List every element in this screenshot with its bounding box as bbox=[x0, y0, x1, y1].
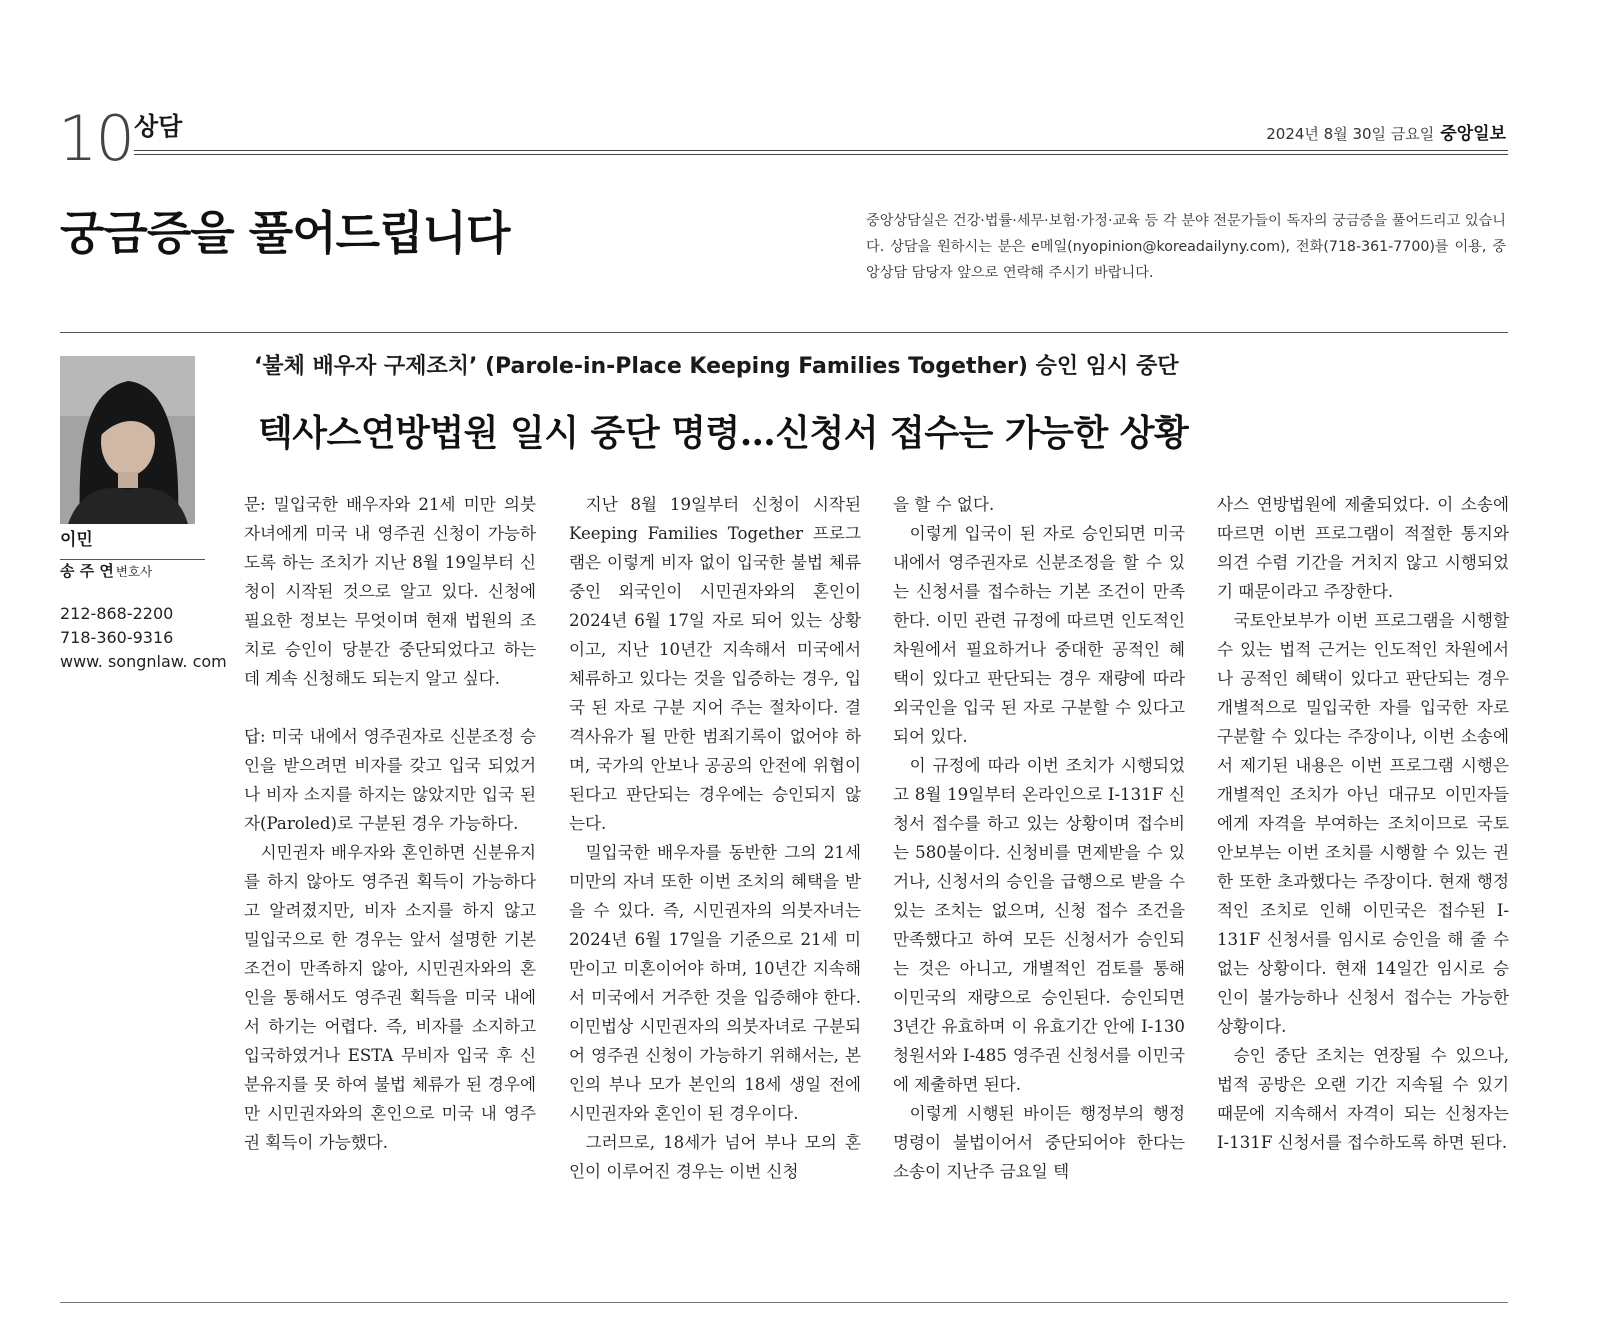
author-photo bbox=[60, 356, 195, 524]
author-title: 변호사 bbox=[115, 564, 153, 579]
author-name bbox=[60, 564, 152, 579]
body-paragraph: 밀입국한 배우자를 동반한 그의 21세 미만의 자녀 또한 이번 조치의 혜택을 받을 수 있다. 즉, 시민권자의 의붓자녀는 2024년 6월 17일을 기준으로 21세 미만이고 미혼이어야 하며, 10년간 지속해서 미국에서 거주한 것을 입증해야 한다. 이민법상 시민권자의 의붓자녀로 구분되어 영주권 신청이 가능하기 위해서는, 본인의 부나 모가 본인의 18세 생일 전에 시민권자와 혼인이 된 경우이다. bbox=[569, 843, 861, 1123]
article-column-1 bbox=[244, 490, 536, 1157]
body-paragraph: 지난 8월 19일부터 신청이 시작된 Keeping Families Together 프로그램은 이렇게 비자 없이 입국한 불법 체류 중인 외국인이 시민권자와의 혼인이 2024년 6월 17일 자로 되어 있는 상황이고, 지난 10년간 지속해서 미국에서 체류하고 있다는 것을 입증하는 경우, 입국 된 자로 구분 지어 주는 절차이다. 결격사유가 될 만한 범죄기록이 없어야 하며, 국가의 안보나 공공의 안전에 위협이 된다고 판단되는 경우에는 승인되지 않는다. bbox=[569, 495, 861, 833]
section-banner-title: 궁금증을 풀어드립니다 bbox=[60, 206, 510, 260]
body-paragraph: 이렇게 입국이 된 자로 승인되면 미국 내에서 영주권자로 신분조정을 할 수 있는 신청서를 접수하는 기본 조건이 만족한다. 이민 관련 규정에 따르면 인도적인 차원에서 필요하거나 중대한 공적인 혜택이 있다고 판단되는 경우 재량에 따라 외국인을 입국 된 자로 구분할 수 있다고 되어 있다. bbox=[893, 524, 1185, 746]
body-paragraph: 이 규정에 따라 이번 조치가 시행되었고 8월 19일부터 온라인으로 I-131F 신청서 접수를 하고 있는 상황이며 접수비는 580불이다. 신청비를 면제받을 수 있거나, 신청서의 승인을 급행으로 받을 수 있는 조치는 없으며, 신청 접수 조건을 만족했다고 하여 모든 신청서가 승인되는 것은 아니고, 개별적인 검토를 통해 이민국의 재량으로 승인된다. 승인되면 3년간 유효하며 이 유효기간 안에 I-130 청원서와 I-485 영주권 신청서를 이민국에 제출하면 된다. bbox=[893, 756, 1185, 1094]
body-paragraph: 시민권자 배우자와 혼인하면 신분유지를 하지 않아도 영주권 획득이 가능하다고 알려졌지만, 비자 소지를 하지 않고 밀입국으로 한 경우는 앞서 설명한 기본 조건이 만족하지 않아, 시민권자와의 혼인을 통해서도 영주권 획득을 미국 내에서 하기는 어렵다. 즉, 비자를 소지하고 입국하였거나 ESTA 무비자 입국 후 신분유지를 못 하여 불법 체류가 된 경우에만 시민권자와의 혼인으로 미국 내 영주권 획득이 가능했다. bbox=[244, 843, 536, 1152]
consult-category: 이민 bbox=[60, 530, 93, 550]
phone-number-2: 718-360-9316 bbox=[60, 628, 174, 647]
article-column-3 bbox=[893, 490, 1185, 1186]
body-paragraph: 승인 중단 조치는 연장될 수 있으나, 법적 공방은 오랜 기간 지속될 수 있기 때문에 지속해서 자격이 되는 신청자는 I-131F 신청서를 접수하도록 하면 된다. bbox=[1217, 1046, 1509, 1152]
masthead-info bbox=[1266, 126, 1506, 143]
answer-paragraph: 답: 미국 내에서 영주권자로 신분조정 승인을 받으려면 비자를 갖고 입국 되었거나 비자 소지를 하지는 않았지만 입국 된 자(Paroled)로 구분된 경우 가능하다. bbox=[244, 727, 536, 833]
section-divider bbox=[60, 332, 1508, 333]
body-paragraph: 이렇게 시행된 바이든 행정부의 행정명령이 불법이어서 중단되어야 한다는 소송이 지난주 금요일 텍 bbox=[893, 1104, 1185, 1181]
publication-date: 2024년 8월 30일 금요일 bbox=[1266, 125, 1435, 143]
phone-number-1: 212-868-2200 bbox=[60, 604, 174, 623]
body-paragraph: 국토안보부가 이번 프로그램을 시행할 수 있는 법적 근거는 인도적인 차원에서나 공적인 혜택이 있다고 판단되는 경우 개별적으로 밀입국한 자를 입국한 자로 구분할 수 있다는 주장이나, 이번 소송에서 제기된 내용은 이번 프로그램 시행은 개별적인 조치가 아닌 대규모 이민자들에게 자격을 부여하는 조치이므로 국토안보부는 이번 조치를 시행할 수 있는 권한 또한 초과했다는 주장이다. 현재 행정적인 조치로 인해 이민국은 접수된 I-131F 신청서를 임시로 승인을 해 줄 수 없는 상황이다. 현재 14일간 임시로 승인이 불가능하나 신청서 접수는 가능한 상황이다. bbox=[1217, 611, 1509, 1036]
article-column-2 bbox=[569, 490, 861, 1186]
page-number: 10 bbox=[58, 102, 133, 175]
author-name-text: 송 주 연 bbox=[60, 562, 114, 580]
article-column-4 bbox=[1217, 490, 1509, 1157]
article-subheadline: ‘불체 배우자 구제조치’ (Parole-in-Place Keeping Families Together) 승인 임시 중단 bbox=[254, 354, 1179, 379]
author-website: www. songnlaw. com bbox=[60, 652, 227, 671]
author-divider bbox=[60, 559, 205, 560]
section-label: 상담 bbox=[134, 112, 183, 141]
question-paragraph: 문: 밀입국한 배우자와 21세 미만 의붓자녀에게 미국 내 영주권 신청이 가능하도록 하는 조치가 지난 8월 19일부터 신청이 시작된 것으로 알고 있다. 신청에 필요한 정보는 무엇이며 현재 법원의 조치로 승인이 당분간 중단되었다고 하는데 계속 신청해도 되는지 알고 싶다. bbox=[244, 495, 536, 688]
section-intro-text: 중앙상담실은 건강·법률·세무·보험·가정·교육 등 각 분야 전문가들이 독자의 궁금증을 풀어드리고 있습니다. 상담을 원하시는 분은 e메일(nyopinion@koreadailyny.com), 전화(718-361-7700)를 이용, 중앙상담 담당자 앞으로 연락해 주시기 바랍니다. bbox=[866, 213, 1506, 281]
body-paragraph: 그러므로, 18세가 넘어 부나 모의 혼인이 이루어진 경우는 이번 신청 bbox=[569, 1133, 861, 1181]
newspaper-name: 중앙일보 bbox=[1440, 124, 1506, 144]
article-headline: 텍사스연방법원 일시 중단 명령…신청서 접수는 가능한 상황 bbox=[258, 412, 1189, 454]
body-paragraph: 을 할 수 없다. bbox=[893, 495, 995, 514]
author-contact bbox=[60, 602, 227, 674]
page-bottom-rule bbox=[60, 1302, 1508, 1303]
body-paragraph: 사스 연방법원에 제출되었다. 이 소송에 따르면 이번 프로그램이 적절한 통지와 의견 수렴 기간을 거치지 않고 시행되었기 때문이라고 주장한다. bbox=[1217, 495, 1509, 601]
header-rule bbox=[134, 150, 1508, 155]
